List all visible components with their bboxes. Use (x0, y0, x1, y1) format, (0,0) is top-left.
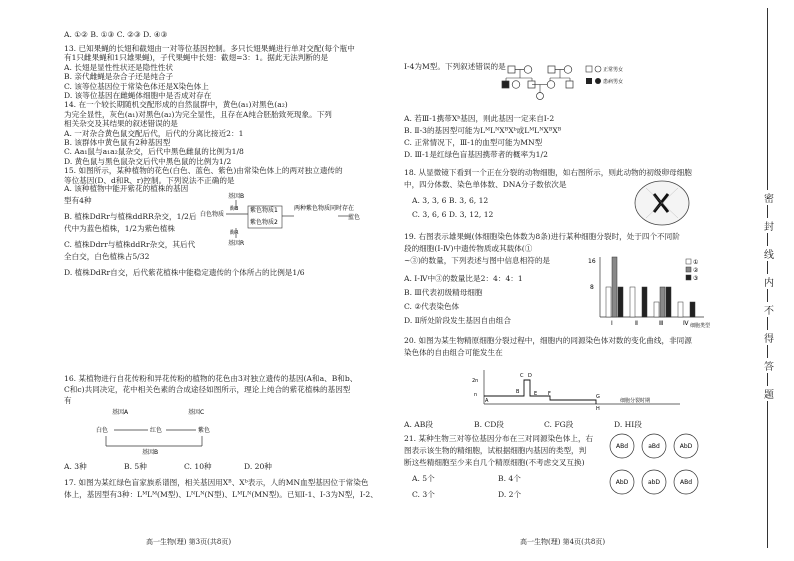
d15-blue: 蓝色 (348, 214, 361, 221)
q19-bar (612, 257, 617, 317)
seal-char: 密 (758, 190, 780, 205)
d16-gene-a: 基因A (112, 409, 129, 416)
q21-sperm-cells (606, 432, 706, 502)
q17-option: C. 正常情况下，Ⅲ-1的血型可能为MN型 (404, 138, 543, 147)
ped-i2 (524, 66, 532, 74)
q20-line: 染色体的自由组合可能发生在 (404, 348, 503, 357)
q19-stage-label: Ⅲ (659, 320, 664, 327)
seal-line-sidebar (758, 0, 780, 561)
d15-purple1: 紫色物质1 (250, 207, 278, 214)
legend-normal-female (595, 66, 601, 72)
q20-ylabel-2n: 2n (472, 378, 479, 384)
right-footer: 高一生物(理) 第4页(共8页) (520, 538, 606, 546)
ped-iii1 (537, 93, 544, 100)
text-line: 16. 某植物进行自花传粉和异花传粉的植物的花色由3对独立遗传的基因(A和a、B和b、 (64, 374, 358, 383)
q21-opt-c: C. 3个 (412, 490, 435, 499)
q18-option-row: C. 3, 6, 6 D. 3, 12, 12 (412, 210, 494, 219)
legend-affected-male (586, 78, 592, 84)
seal-char: 题 (758, 386, 780, 401)
q20-line: 20. 如图为某生物精原细胞分裂过程中，细胞内的同源染色体对数的变化曲线，非同源 (404, 336, 692, 345)
q17-option: D. Ⅲ-1是红绿色盲基因携带者的概率为1/2 (404, 150, 548, 159)
q15-option-d: D. 植株DdRr自交，后代紫花植株中能稳定遗传的个体所占的比例是1/6 (64, 268, 305, 277)
text-line: B. 该群体中黄色鼠有2种基因型 (64, 138, 171, 147)
seal-char: 不 (758, 302, 780, 317)
text-line: C. Aa₁鼠与a₁a₂鼠杂交，后代中黑色雌鼠的比例为1/8 (64, 147, 244, 157)
legend-normal-label: 正常男女 (603, 67, 624, 73)
q21-opt-b: B. 4个 (498, 474, 521, 483)
q19-bar (642, 287, 647, 317)
q18-line: 中，四分体数、染色单体数、DNA分子数依次是 (404, 180, 567, 189)
q16-pathway-diagram (92, 406, 232, 456)
d15-gene-b: 基因B (228, 193, 245, 200)
q19-bar (630, 287, 635, 317)
q15-pathway-diagram (198, 190, 368, 248)
q19-legend-label: ③ (693, 275, 699, 282)
q16-opt-d: D. 20种 (244, 462, 272, 471)
svg-text:A: A (485, 398, 489, 404)
q16-opt-a: A. 3种 (64, 462, 87, 471)
q19-legend-swatch (686, 259, 691, 264)
q19-bar (606, 287, 611, 317)
q18-cell-image (632, 178, 692, 228)
q19-line: 19. 右图表示雄果蝇(体细胞染色体数为8条)进行某种细胞分裂时，处于四个不同阶 (404, 232, 680, 241)
q19-bar (654, 302, 659, 317)
q19-ymid: 8 (590, 284, 594, 291)
ped-i4 (564, 66, 572, 74)
d15-white: 白色物质 (200, 211, 225, 218)
q20-opt-b: B. CD段 (474, 420, 504, 429)
d16-white: 白色 (96, 427, 109, 434)
q12-options: A. ①② B. ①③ C. ②③ D. ④③ (64, 30, 168, 39)
q19-line: 段的细胞(Ⅰ-Ⅳ)中遗传物质或其载体(① (404, 244, 533, 253)
q15-option-b: B. 植株DdRr与植株ddRR杂交，1/2后 (64, 212, 197, 221)
q19-stage-label: Ⅰ (611, 320, 613, 327)
q20-xlabel: 细胞分裂时期 (620, 398, 651, 404)
q19-stage-label: Ⅱ (635, 320, 638, 327)
ped-ii1 (502, 81, 509, 88)
q19-bar-chart (586, 253, 720, 333)
q21-cell-genotype: aBd (648, 443, 660, 450)
ped-ii2 (512, 81, 520, 89)
q17-continuation: Ⅰ-4为M型。下列叙述错误的是 (404, 62, 506, 71)
q19-stage-label: Ⅳ (683, 320, 689, 327)
svg-text:B: B (516, 389, 520, 395)
ped-ii5 (566, 81, 573, 88)
q19-bar (660, 287, 665, 317)
legend-normal-male (586, 66, 592, 72)
text-line: D. 该等位基因在雌蝇体细胞中是否成对存在 (64, 91, 212, 100)
text-line: D. 黄色鼠与黑色鼠杂交后代中黑色鼠的比例为1/2 (64, 156, 232, 166)
d16-purple: 紫色 (198, 427, 211, 434)
q21-line2: 图表示该生物的精细胞，试根据细胞内基因的类型，判 (404, 446, 587, 455)
q15-option-a: A. 该种植物中能开紫花的植株的基因 (64, 184, 189, 193)
q15-option-b2: 代中为蓝色植株，1/2为紫色植株 (64, 224, 175, 233)
q21-cell-genotype: ABd (615, 443, 629, 450)
ped-ii4 (547, 81, 555, 89)
q16-opt-c: C. 10种 (184, 462, 212, 471)
text-line: 14. 在一个较长期随机交配形成的自然鼠群中，黄色(a₁)对黑色(a₂) (64, 100, 288, 110)
q21-opt-a: A. 5个 (412, 474, 435, 483)
q21-line3: 断这些精细胞至少来自几个精原细胞(不考虑交叉互换) (404, 458, 585, 467)
q15-option-c2: 全白交，白色植株占5/32 (64, 252, 150, 261)
q18-option-row: A. 3, 3, 6 B. 3, 6, 12 (412, 196, 489, 205)
d15-purple2: 紫色物质2 (250, 219, 278, 226)
q17-option: A. 若Ⅲ-1携带Xᵇ基因，则此基因一定来自Ⅰ-2 (404, 114, 555, 123)
ped-i1 (508, 66, 515, 73)
d16-gene-b: 基因B (142, 449, 159, 456)
q19-legend-swatch (686, 267, 691, 272)
svg-text:C: C (520, 373, 524, 379)
q19-line: ~③)的数量，下列表述与图中信息相符的是 (404, 256, 551, 265)
seal-char: 内 (758, 274, 780, 289)
d15-gene-r: 基因R (228, 240, 245, 247)
seal-char: 线 (758, 246, 780, 261)
d15-enz-b: 酶B (230, 206, 239, 212)
d16-red: 红色 (150, 427, 163, 434)
q17-option: B. Ⅱ-3的基因型可能为LᴹLᴺXᴮXᵇ或LᴹLᴺXᴮXᴮ (404, 126, 562, 135)
d15-both: 两种紫色物质同时存在 (294, 205, 355, 212)
d16-gene-c: 基因C (188, 409, 205, 416)
seal-char: 封 (758, 218, 780, 233)
q19-option: B. Ⅲ代表初级精母细胞 (404, 288, 483, 297)
text-line: C和c)共同决定，花中相关色素的合成途径如图所示，理论上纯合的紫花植株的基因型 (64, 385, 351, 394)
q21-cell-genotype: ABd (679, 479, 693, 486)
q19-option: C. ②代表染色体 (404, 302, 460, 311)
text-line: 等位基因(D、d和R、r)控制。下列说法不正确的是 (64, 175, 235, 185)
text-line: A. 长翅是显性性状还是隐性性状 (64, 62, 174, 72)
seal-char: 答 (758, 358, 780, 373)
q19-legend-label: ① (693, 259, 699, 266)
q21-cell-genotype: abD (647, 479, 661, 486)
q19-option: A. Ⅰ-Ⅳ中③的数量比是2：4：4：1 (404, 274, 523, 283)
text-line: 有 (64, 396, 72, 405)
q20-ylabel-n: n (474, 392, 478, 398)
ped-i3 (548, 66, 555, 73)
q20-opt-c: C. FG段 (544, 420, 574, 429)
q21-opt-d: D. 2个 (498, 490, 522, 499)
legend-affected-female (595, 78, 601, 84)
q15-option-a2: 型有4种 (64, 196, 92, 205)
q20-curve-chart (470, 368, 690, 412)
q19-ymax: 16 (588, 258, 596, 265)
left-footer: 高一生物(理) 第3页(共8页) (146, 538, 232, 546)
d15-enz-r: 酶R (230, 230, 239, 236)
q17-line2: 体上，基因型有3种：LᴹLᴹ(M型)、LᴺLᴺ(N型)、LᴹLᴺ(MN型)。已知Ⅰ-1、Ⅰ-3为N型，Ⅰ-2、 (64, 490, 378, 499)
text-line: A. 一对杂合黄色鼠交配后代，后代的分离比接近2：1 (64, 128, 244, 138)
text-line: 相关杂交及其结果的叙述错误的是 (64, 119, 178, 129)
q19-bar (666, 287, 671, 317)
q21-cell-genotype: AbD (615, 479, 629, 486)
text-line: B. 亲代雌蝇是杂合子还是纯合子 (64, 72, 174, 82)
legend-affected-label: 患病男女 (603, 79, 624, 85)
q21-cell-genotype: AbD (679, 443, 693, 450)
q15-option-c: C. 植株Ddrr与植株ddRr杂交，其后代 (64, 240, 196, 249)
q19-legend-swatch (686, 275, 691, 280)
q20-opt-a: A. AB段 (404, 420, 433, 429)
q16-opt-b: B. 5种 (124, 462, 147, 471)
q20-opt-d: D. HI段 (614, 420, 642, 429)
text-line: 13. 已知果蝇的长翅和截翅由一对等位基因控制。多只长翅果蝇进行单对交配(每个瓶中 (64, 44, 355, 53)
svg-text:D: D (528, 373, 532, 379)
svg-text:H: H (596, 406, 600, 412)
q19-bar (678, 302, 683, 317)
q18-line: 18. 从显微镜下看到一个正在分裂的动物细胞，如右图所示，则此动物的初级卵母细胞 (404, 168, 692, 177)
q19-option: D. Ⅱ所处阶段发生基因自由组合 (404, 316, 511, 325)
q21-line1: 21. 某种生物三对等位基因分布在三对同源染色体上，右 (404, 434, 594, 443)
svg-text:G: G (596, 394, 600, 400)
text-line: 15. 如图所示，某种植物的花色(白色、蓝色、紫色)由常染色体上的两对独立遗传的 (64, 166, 343, 176)
q19-legend-label: ② (693, 267, 699, 274)
pedigree-chart (496, 62, 626, 102)
q19-xlabel: 细胞类型 (690, 323, 711, 329)
q17-line1: 17. 如图为某红绿色盲家族系谱图，相关基因用Xᴮ、Xᵇ表示，人的MN血型基因位于常染色 (64, 478, 369, 487)
text-line: C. 该等位基因位于常染色体还是X染色体上 (64, 81, 209, 91)
svg-text:F: F (548, 391, 551, 397)
q19-bar (618, 287, 623, 317)
svg-text:E: E (534, 391, 538, 397)
seal-char: 得 (758, 330, 780, 345)
text-line: 为完全显性，灰色(a₁)对黑色(a₂)为完全显性，且存在A纯合胚胎致死现象。下列 (64, 109, 332, 119)
text-line: 有1只雌果蝇和1只雄果蝇)，子代果蝇中长翅：截翅=3：1。据此无法判断的是 (64, 53, 329, 63)
q19-bar (690, 302, 695, 317)
